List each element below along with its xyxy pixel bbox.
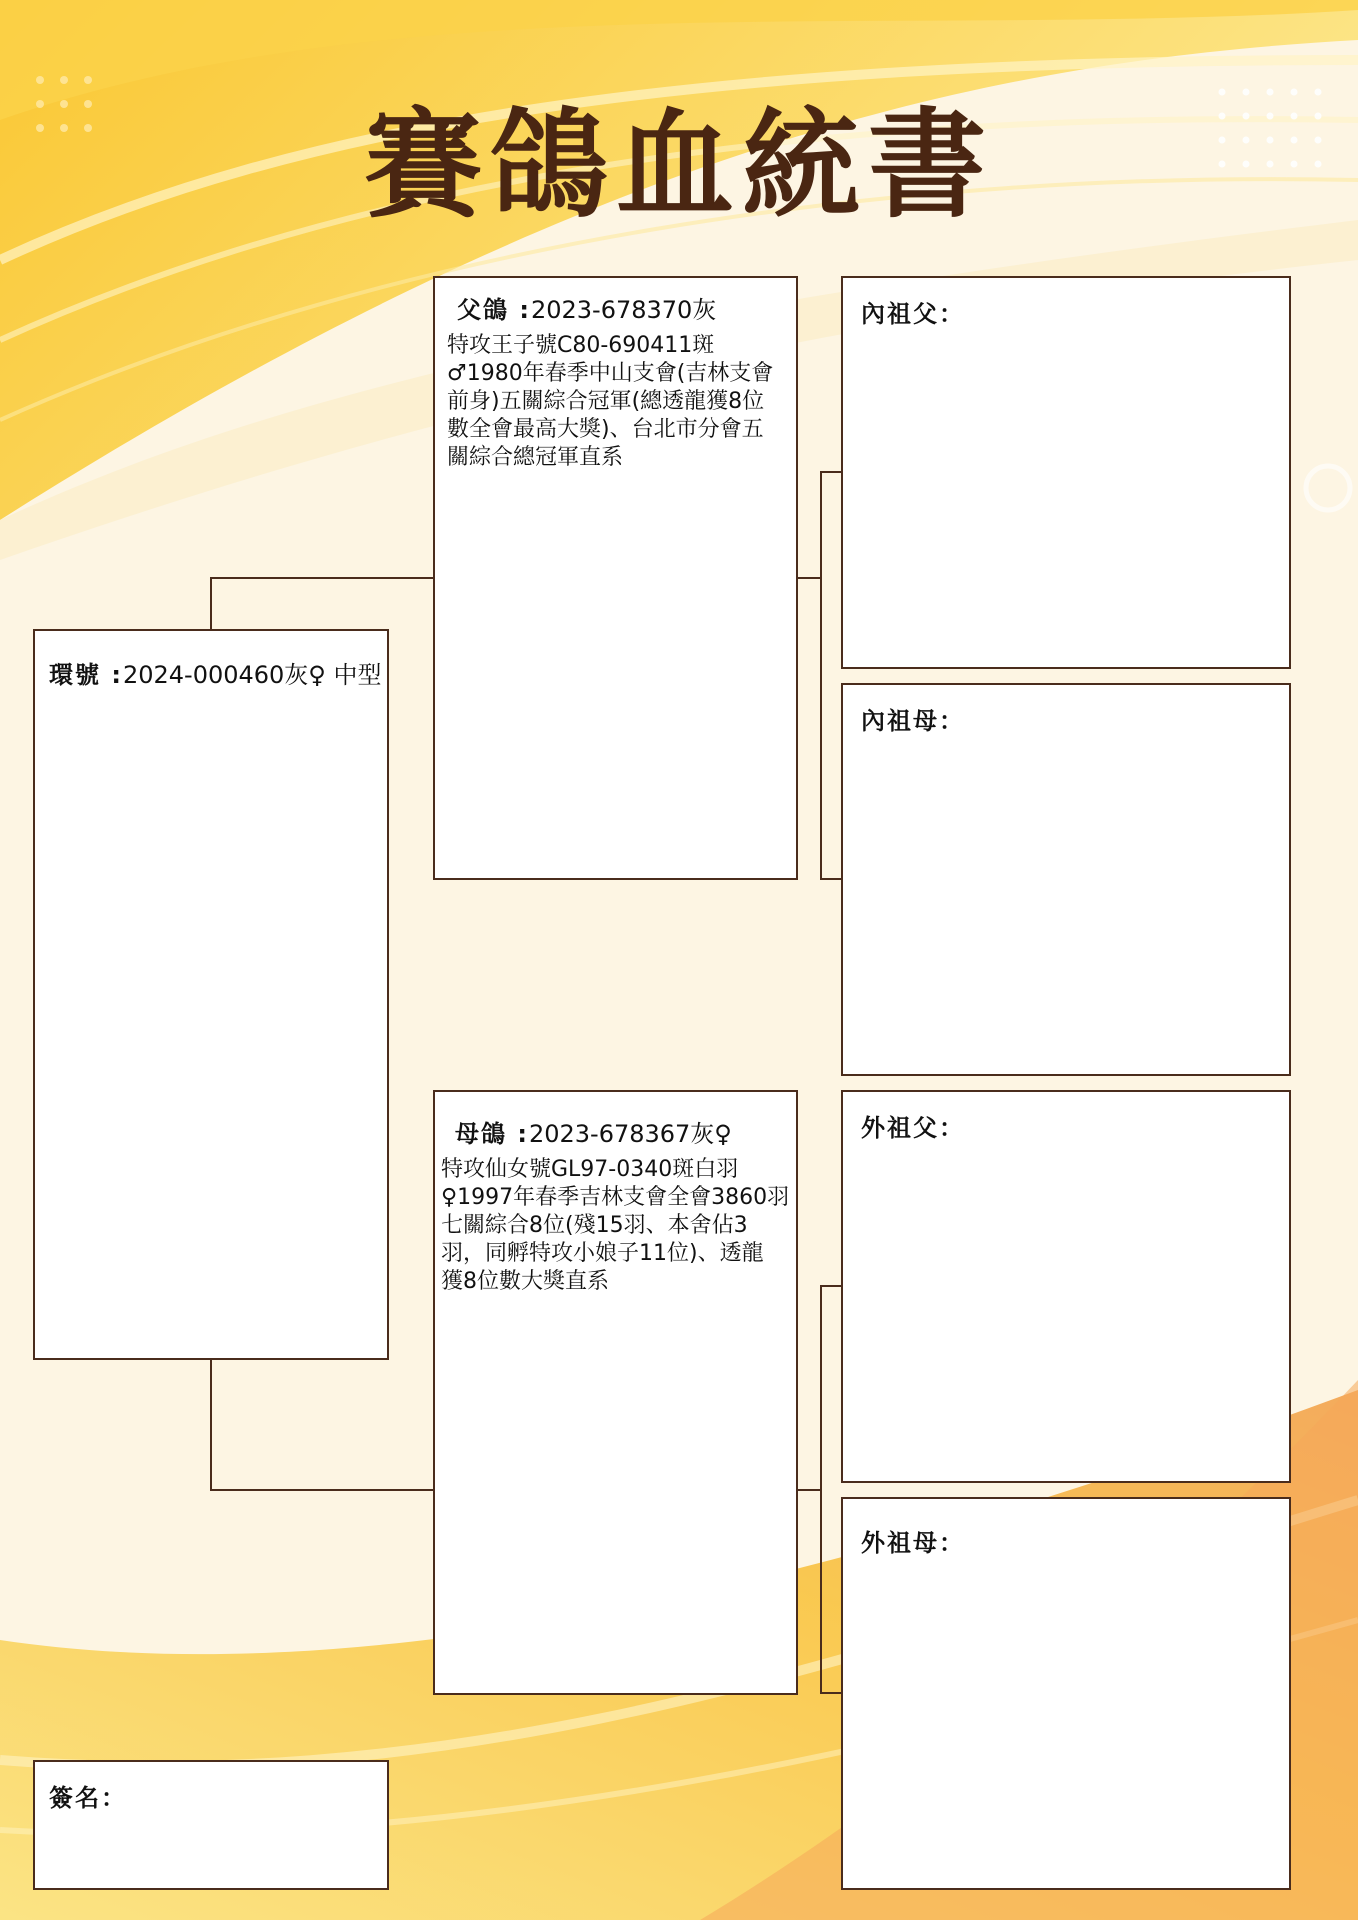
connector-line: [820, 471, 842, 473]
subject-label-text: 環號: [49, 661, 101, 689]
connector-line: [210, 577, 434, 579]
sire-label: 父鴿 :2023-678370灰: [457, 296, 717, 324]
subject-label: 環號 :2024-000460灰♀ 中型: [49, 661, 382, 689]
maternal-grandmother-label: 外祖母：: [861, 1529, 965, 1557]
connector-line: [210, 1358, 212, 1491]
connector-line: [820, 1285, 822, 1694]
connector-line: [796, 577, 822, 579]
maternal-grandfather-label-text: 外祖父: [861, 1114, 939, 1142]
page-title: 賽鴿血統書: [363, 96, 994, 234]
maternal-grandmother-label-text: 外祖母: [861, 1529, 939, 1557]
paternal-grandfather-label: 內祖父：: [861, 300, 965, 328]
maternal-grandfather-box: [841, 1090, 1291, 1483]
connector-line: [820, 471, 822, 880]
connector-line: [820, 1692, 842, 1694]
dam-label: 母鴿 :2023-678367灰♀: [455, 1120, 732, 1148]
signature-label-text: 簽名: [49, 1784, 101, 1812]
dam-notes: 特攻仙女號GL97-0340斑白羽 ♀1997年春季吉林支會全會3860羽 七關綜合8位(殘15羽、本舍佔3 羽，同孵特攻小娘子11位)、透龍 獲8位數大獎直系: [441, 1157, 790, 1294]
signature-label: 簽名：: [49, 1784, 127, 1812]
paternal-grandmother-label: 內祖母：: [861, 707, 965, 735]
dam-label-text: 母鴿: [455, 1120, 507, 1148]
dam-ring-number: 2023-678367灰♀: [528, 1120, 732, 1148]
paternal-grandmother-box: [841, 683, 1291, 1076]
connector-line: [820, 1285, 842, 1287]
paternal-grandfather-label-text: 內祖父: [861, 300, 939, 328]
connector-line: [820, 878, 842, 880]
paternal-grandfather-box: [841, 276, 1291, 669]
connector-line: [210, 577, 212, 631]
connector-line: [796, 1489, 822, 1491]
maternal-grandmother-box: [841, 1497, 1291, 1890]
sire-label-text: 父鴿: [457, 296, 509, 324]
dam-box: [433, 1090, 798, 1695]
paternal-grandmother-label-text: 內祖母: [861, 707, 939, 735]
maternal-grandfather-label: 外祖父：: [861, 1114, 965, 1142]
sire-box: [433, 276, 798, 880]
sire-notes: 特攻王子號C80-690411斑 ♂1980年春季中山支會(吉林支會 前身)五關綜合冠軍(總透龍獲8位 數全會最高大獎)、台北市分會五 關綜合總冠軍直系: [447, 333, 774, 470]
subject-ring-number: 2024-000460灰♀ 中型: [122, 661, 382, 689]
subject-box: [33, 629, 389, 1360]
connector-line: [210, 1489, 434, 1491]
sire-ring-number: 2023-678370灰: [530, 296, 717, 324]
signature-box[interactable]: [33, 1760, 389, 1890]
